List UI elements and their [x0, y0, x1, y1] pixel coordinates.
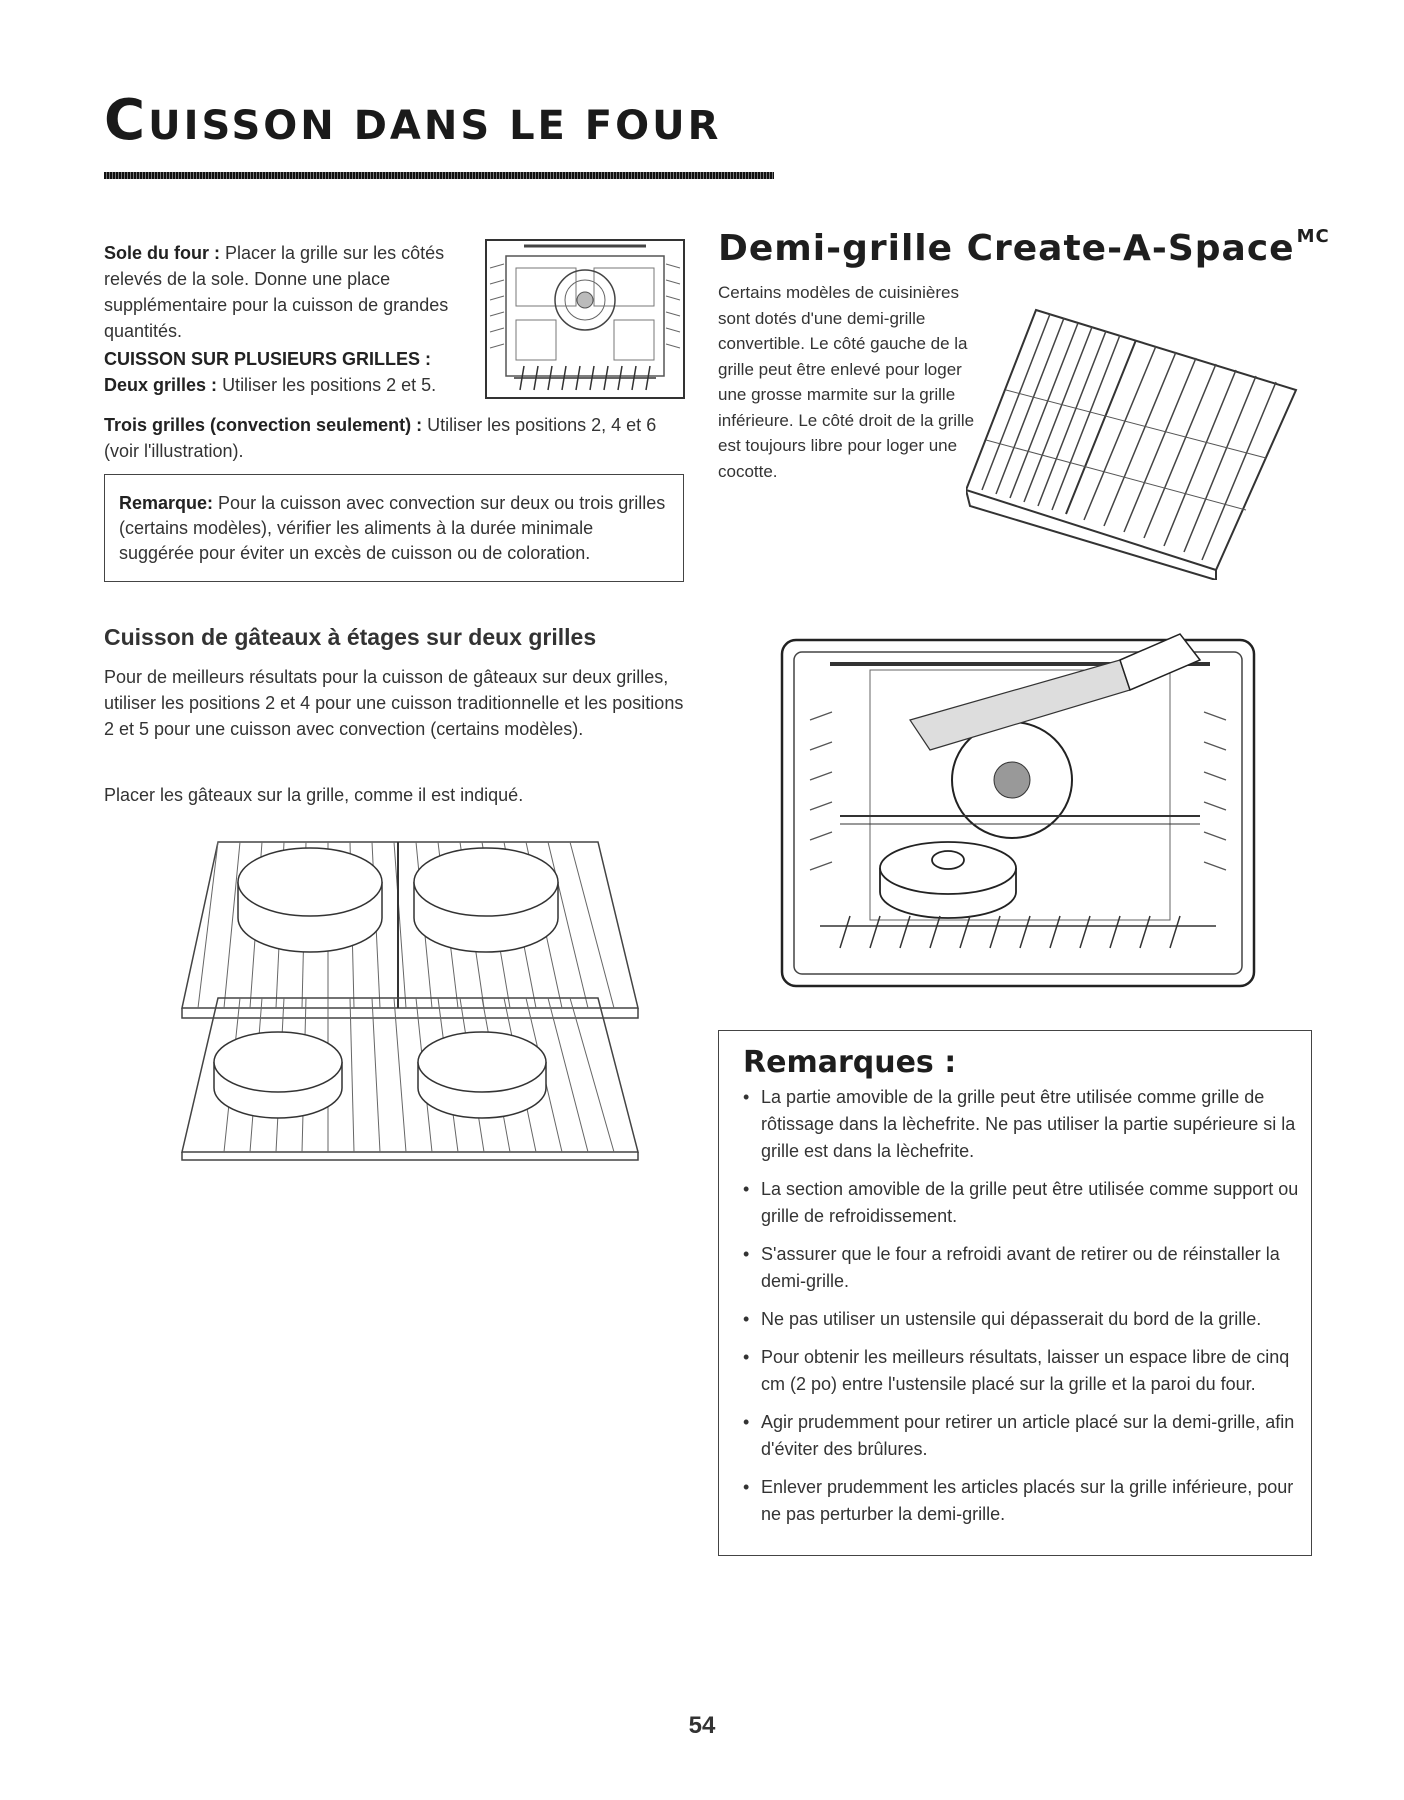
page-title: CUISSON DANS LE FOUR: [104, 88, 722, 153]
demi-grille-paragraph: Certains modèles de cuisinières sont dotés d'une demi-grille convertible. Le côté gauche de la grille peut être enlevé pour loger une grosse marmite sur la grille inférieure. Le côté droit de la grille est toujours libre pour loger une cocotte.: [718, 283, 975, 481]
demi-grille-heading: Demi-grille Create-A-Space $^{MC}$: [718, 226, 1330, 269]
list-item: • Enlever prudemment les articles placés sur la grille inférieure, pour ne pas perturber la demi-grille.: [729, 1474, 1301, 1528]
remarques-box: [718, 1030, 1312, 1556]
remarques-title: Remarques :: [743, 1045, 957, 1080]
list-item: • La partie amovible de la grille peut être utilisée comme grille de rôtissage dans la lèchefrite. Ne pas utiliser la partie supérieure si la grille est dans la lèchefrite.: [729, 1084, 1301, 1165]
page-number: 54: [688, 1712, 716, 1739]
oven-half-rack-illustration: [780, 630, 1256, 992]
list-item: • Ne pas utiliser un ustensile qui dépasserait du bord de la grille.: [729, 1306, 1301, 1333]
deux-grilles-line: Deux grilles : Utiliser les positions 2 et 5.: [104, 375, 437, 395]
list-item: • Pour obtenir les meilleurs résultats, laisser un espace libre de cinq cm (2 po) entre l'ustensile placé sur la grille et la paroi du four.: [729, 1344, 1301, 1398]
title-rule: [104, 172, 774, 179]
remarque-box: [104, 474, 684, 582]
list-item: • Agir prudemment pour retirer un article placé sur la demi-grille, afin d'éviter des brûlures.: [729, 1409, 1301, 1463]
cakes-paragraph-2: Placer les gâteaux sur la grille, comme il est indiqué.: [104, 785, 524, 805]
list-item: • La section amovible de la grille peut être utilisée comme support ou grille de refroidissement.: [729, 1176, 1301, 1230]
cakes-two-racks-illustration: [178, 822, 644, 1162]
remarques-list: [729, 1084, 1301, 1528]
remarque-text: Remarque: Pour la cuisson avec convection sur deux ou trois grilles (certains modèles), vérifier les aliments à la durée minimale suggérée pour éviter un excès de cuisson ou de coloration.: [119, 493, 666, 563]
multi-heading: CUISSON SUR PLUSIEURS GRILLES :: [104, 349, 432, 369]
cakes-heading: Cuisson de gâteaux à étages sur deux grilles: [104, 624, 597, 650]
cakes-paragraph-1: Pour de meilleurs résultats pour la cuisson de gâteaux sur deux grilles, utiliser les positions 2 et 4 pour une cuisson traditionnelle et les positions 2 et 5 pour une cuisson avec convection (certains modèles).: [104, 667, 684, 739]
list-item: • S'assurer que le four a refroidi avant de retirer ou de réinstaller la demi-grille.: [729, 1241, 1301, 1295]
trois-grilles-paragraph: Trois grilles (convection seulement) : Utiliser les positions 2, 4 et 6 (voir l'illustration).: [104, 415, 657, 461]
sole-paragraph: Sole du four : Placer la grille sur les côtés relevés de la sole. Donne une place supplémentaire pour la cuisson de grandes quantités.: [104, 243, 449, 341]
oven-bottom-illustration: [484, 238, 686, 400]
half-rack-illustration: [966, 290, 1306, 580]
